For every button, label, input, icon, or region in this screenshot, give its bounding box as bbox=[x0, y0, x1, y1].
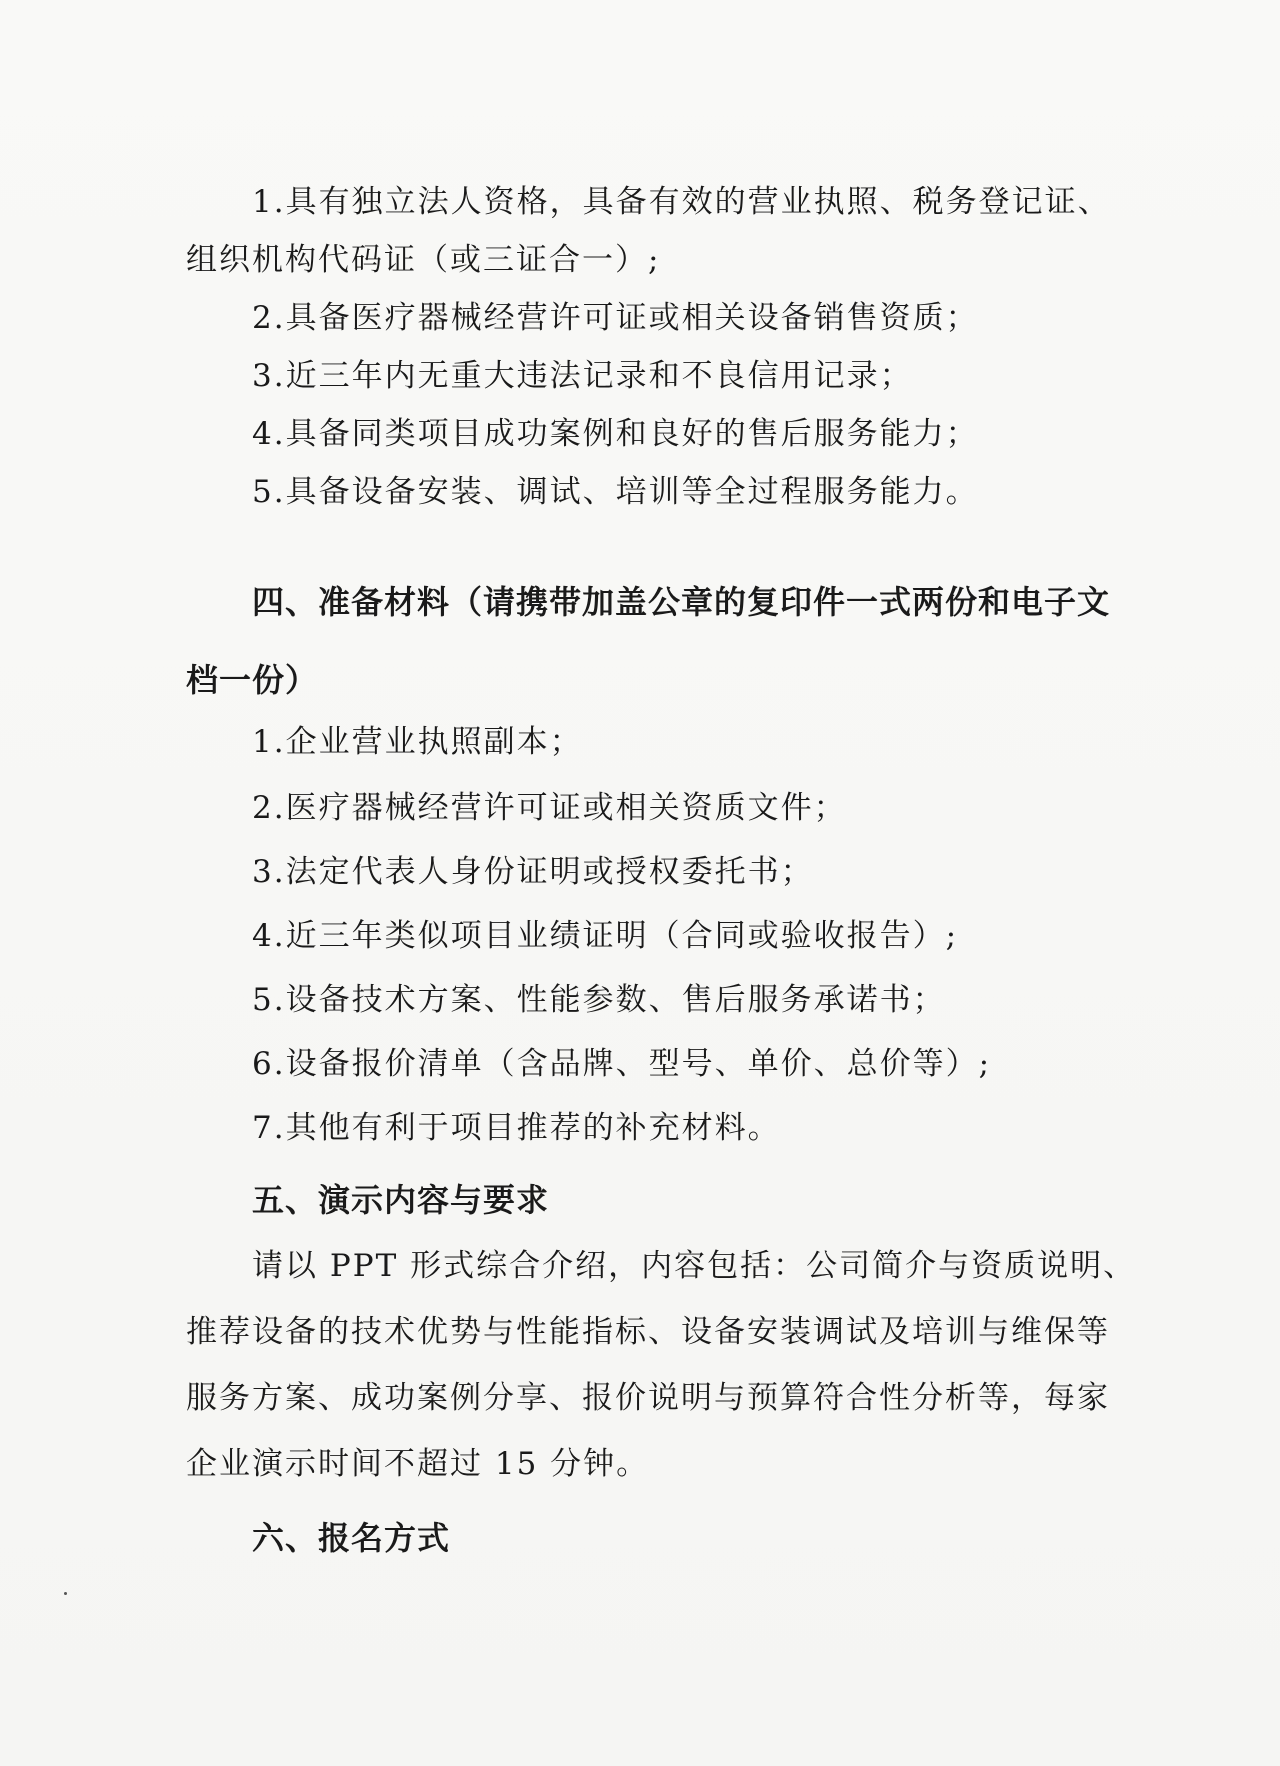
requirement-item-3: 3.近三年内无重大违法记录和不良信用记录； bbox=[252, 358, 913, 394]
section-heading-presentation: 五、演示内容与要求 bbox=[252, 1181, 550, 1219]
presentation-paragraph-line-4: 企业演示时间不超过 15 分钟。 bbox=[186, 1446, 650, 1482]
scan-speck bbox=[64, 1592, 67, 1595]
requirement-item-4: 4.具备同类项目成功案例和良好的售后服务能力； bbox=[252, 416, 979, 452]
presentation-paragraph-line-1: 请以 PPT 形式综合介绍，内容包括：公司简介与资质说明、 bbox=[252, 1248, 1137, 1284]
material-item-6: 6.设备报价清单（含品牌、型号、单价、总价等）; bbox=[252, 1046, 992, 1082]
material-item-2: 2.医疗器械经营许可证或相关资质文件； bbox=[252, 790, 847, 826]
material-item-5: 5.设备技术方案、性能参数、售后服务承诺书； bbox=[252, 982, 946, 1018]
section-heading-materials: 四、准备材料（请携带加盖公章的复印件一式两份和电子文 bbox=[252, 583, 1111, 621]
material-item-7: 7.其他有利于项目推荐的补充材料。 bbox=[252, 1110, 781, 1146]
requirement-item-2: 2.具备医疗器械经营许可证或相关设备销售资质； bbox=[252, 300, 979, 336]
material-item-1: 1.企业营业执照副本； bbox=[252, 724, 583, 760]
presentation-paragraph-line-3: 服务方案、成功案例分享、报价说明与预算符合性分析等，每家 bbox=[186, 1380, 1110, 1416]
presentation-paragraph-line-2: 推荐设备的技术优势与性能指标、设备安装调试及培训与维保等 bbox=[186, 1314, 1110, 1350]
requirement-item-1-cont: 组织机构代码证（或三证合一）; bbox=[186, 242, 661, 278]
material-item-4: 4.近三年类似项目业绩证明（合同或验收报告）; bbox=[252, 918, 959, 954]
section-heading-materials-cont: 档一份） bbox=[186, 661, 319, 699]
section-heading-registration: 六、报名方式 bbox=[252, 1519, 451, 1557]
material-item-3: 3.法定代表人身份证明或授权委托书； bbox=[252, 854, 814, 890]
requirement-item-5: 5.具备设备安装、调试、培训等全过程服务能力。 bbox=[252, 474, 979, 510]
requirement-item-1: 1.具有独立法人资格，具备有效的营业执照、税务登记证、 bbox=[252, 184, 1111, 220]
